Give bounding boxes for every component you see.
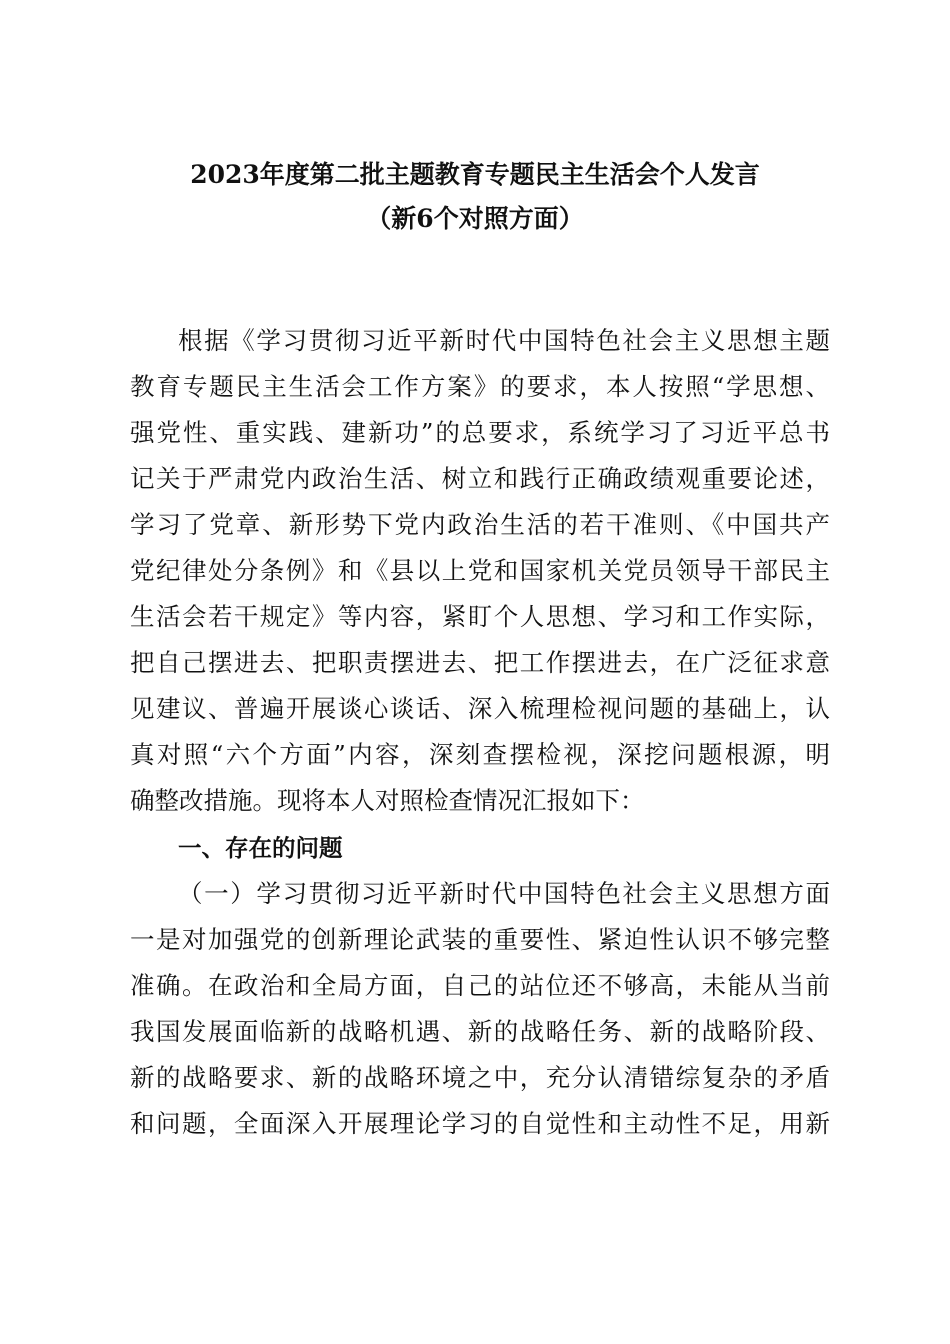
paragraph-line: 新的战略要求、新的战略环境之中，充分认清错综复杂的矛盾: [130, 1063, 830, 1092]
subsection-heading: （一）学习贯彻习近平新时代中国特色社会主义思想方面: [178, 879, 830, 908]
paragraph-line: 真对照“六个方面”内容，深刻查摆检视，深挖问题根源，明: [130, 740, 830, 769]
paragraph-line: 我国发展面临新的战略机遇、新的战略任务、新的战略阶段、: [130, 1017, 830, 1046]
paragraph-line: 学习了党章、新形势下党内政治生活的若干准则、《中国共产: [130, 510, 830, 539]
paragraph-line: 见建议、普遍开展谈心谈话、深入梳理检视问题的基础上，认: [130, 694, 830, 723]
paragraph-line: 和问题，全面深入开展理论学习的自觉性和主动性不足，用新: [130, 1109, 830, 1138]
paragraph-line: 教育专题民主生活会工作方案》的要求，本人按照“学思想、: [130, 372, 830, 401]
paragraph-line: 强党性、重实践、建新功”的总要求，系统学习了习近平总书: [130, 418, 830, 447]
paragraph-line: 记关于严肃党内政治生活、树立和践行正确政绩观重要论述，: [130, 464, 830, 493]
paragraph-line: 生活会若干规定》等内容，紧盯个人思想、学习和工作实际，: [130, 602, 830, 631]
document-subtitle: （新6个对照方面）: [366, 204, 584, 233]
paragraph-line: 一是对加强党的创新理论武装的重要性、紧迫性认识不够完整: [130, 925, 830, 954]
paragraph-line: 根据《学习贯彻习近平新时代中国特色社会主义思想主题: [178, 326, 830, 355]
paragraph-line: 党纪律处分条例》和《县以上党和国家机关党员领导干部民主: [130, 556, 830, 585]
document-title: 2023年度第二批主题教育专题民主生活会个人发言: [190, 160, 760, 189]
paragraph-line: 把自己摆进去、把职责摆进去、把工作摆进去，在广泛征求意: [130, 648, 830, 677]
paragraph-line: 确整改措施。现将本人对照检查情况汇报如下：: [130, 786, 645, 815]
section-heading: 一、存在的问题: [178, 834, 343, 862]
paragraph-line: 准确。在政治和全局方面，自己的站位还不够高，未能从当前: [130, 971, 830, 1000]
